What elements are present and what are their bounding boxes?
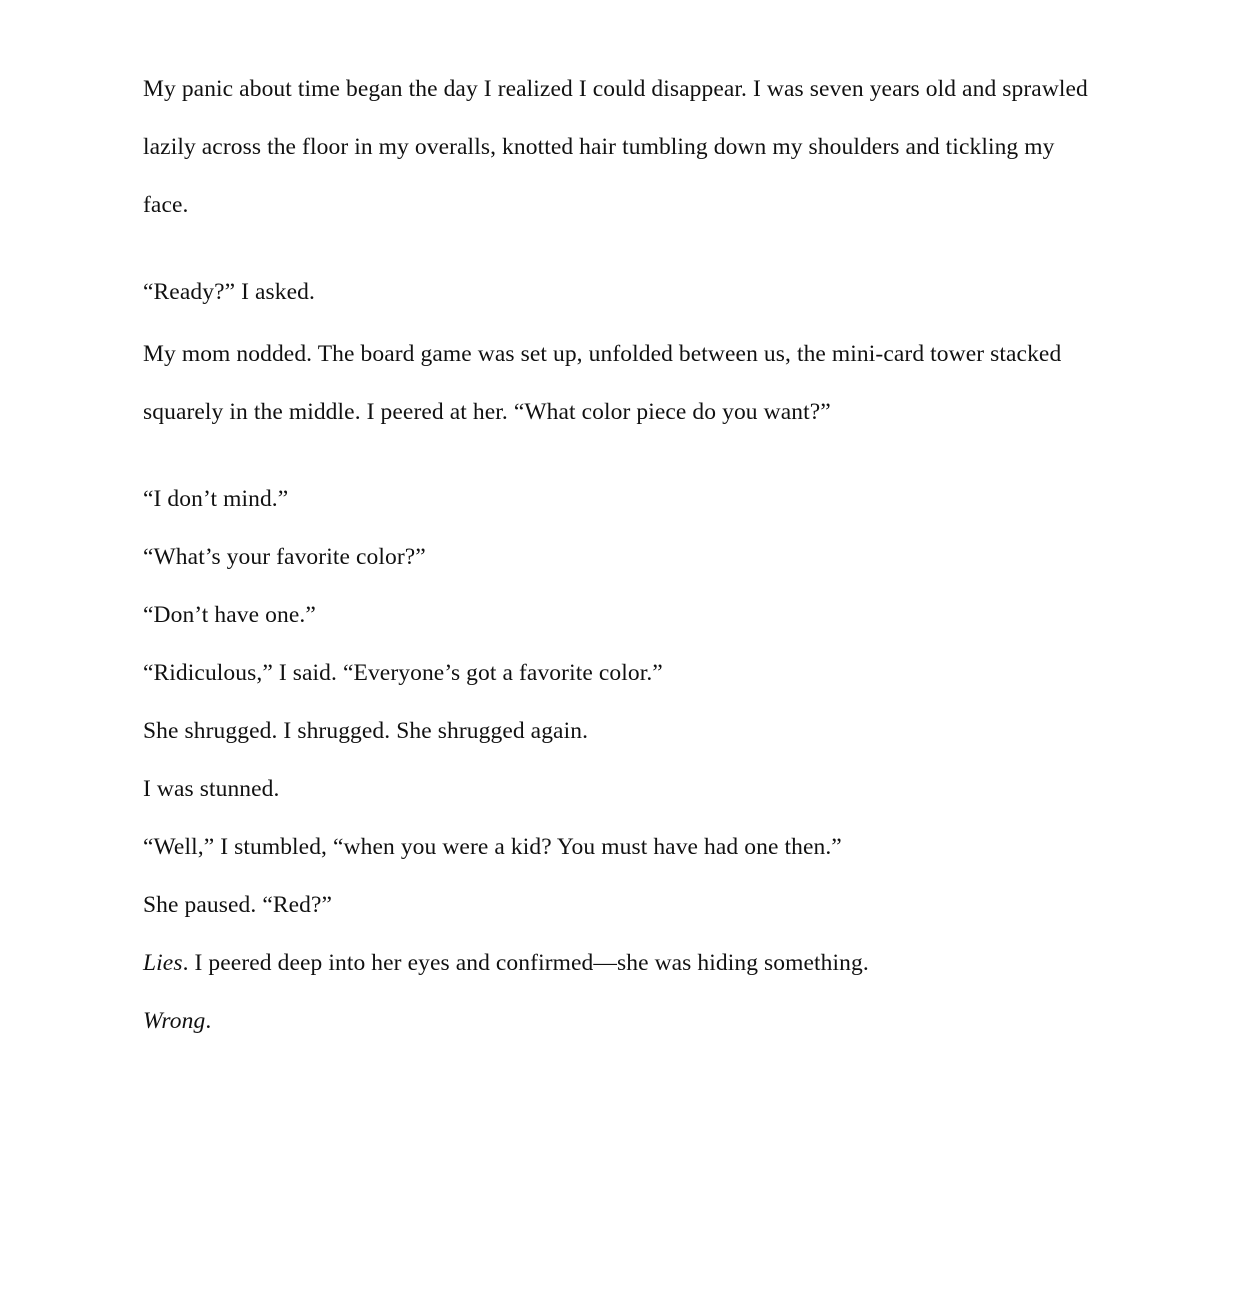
paragraph-shrugged: She shrugged. I shrugged. She shrugged again.: [143, 718, 589, 744]
paragraph-wrong: [143, 992, 1103, 1050]
wrong-italic: Wrong: [143, 1008, 206, 1034]
paragraph-ready: “Ready?” I asked.: [143, 279, 315, 305]
paragraph-dont-mind: “I don’t mind.”: [143, 486, 289, 512]
wrong-rest: .: [205, 1008, 212, 1034]
paragraph-red: She paused. “Red?”: [143, 892, 333, 918]
lies-italic: Lies: [143, 950, 183, 976]
paragraph-well: “Well,” I stumbled, “when you were a kid? You must have had one then.”: [143, 834, 842, 860]
document-body: [143, 60, 1103, 1050]
paragraph-opening: My panic about time began the day I realized I could disappear. I was seven years old and sprawled lazily across the floor in my overalls, knotted hair tumbling down my shoulders and tickling my face.: [143, 76, 1088, 218]
paragraph-ridiculous: “Ridiculous,” I said. “Everyone’s got a favorite color.”: [143, 660, 663, 686]
paragraph-favorite-color: “What’s your favorite color?”: [143, 544, 426, 570]
paragraph-dont-have-one: “Don’t have one.”: [143, 602, 316, 628]
paragraph-lies: [143, 934, 1103, 992]
lies-rest: . I peered deep into her eyes and confirmed—she was hiding something.: [182, 950, 869, 976]
paragraph-stunned: I was stunned.: [143, 776, 280, 802]
paragraph-board-game: My mom nodded. The board game was set up, unfolded between us, the mini-card tower stacked squarely in the middle. I peered at her. “What color piece do you want?”: [143, 341, 1062, 425]
